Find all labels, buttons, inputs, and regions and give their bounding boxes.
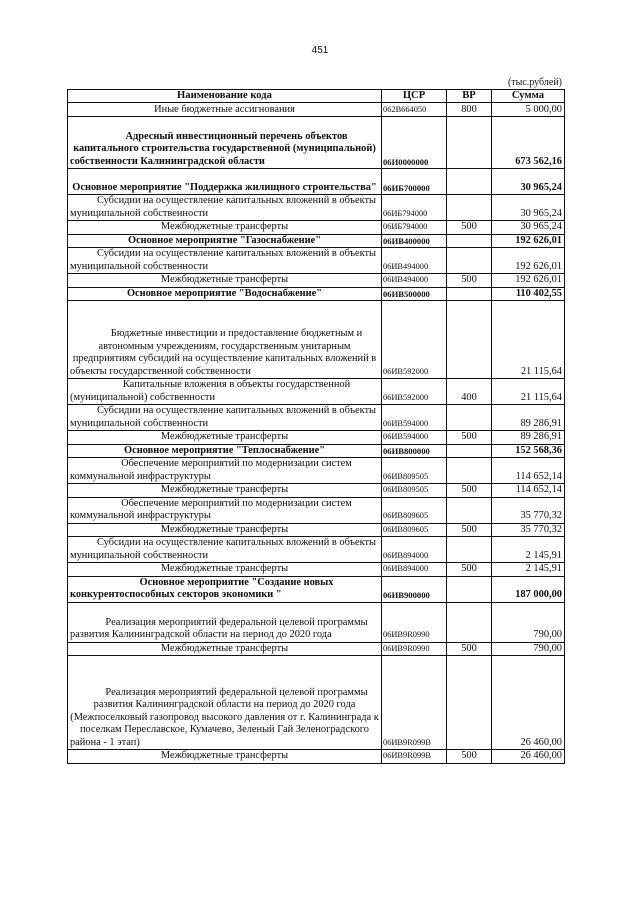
row-vr (447, 576, 492, 602)
row-name: Субсидии на осуществление капитальных вложений в объекты муниципальной собственности (68, 537, 382, 563)
row-sum: 26 460,00 (492, 750, 565, 764)
row-sum: 790,00 (492, 602, 565, 642)
row-csr: 06ИВ800000 (382, 444, 447, 458)
row-name: Субсидии на осуществление капитальных вложений в объекты муниципальной собственности (68, 405, 382, 431)
row-name: Основное мероприятие "Создание новых конкурентоспособных секторов экономики " (68, 576, 382, 602)
row-csr: 06ИБ794000 (382, 221, 447, 235)
row-name: Межбюджетные трансферты (68, 642, 382, 656)
header-csr: ЦСР (382, 90, 447, 103)
table-row (68, 458, 565, 484)
page-number: 451 (311, 45, 329, 56)
table-row (68, 523, 565, 537)
row-csr: 06И0000000 (382, 117, 447, 169)
table-row (68, 750, 565, 764)
row-sum: 26 460,00 (492, 656, 565, 750)
row-sum: 35 770,32 (492, 523, 565, 537)
row-sum: 2 145,91 (492, 537, 565, 563)
table-row (68, 234, 565, 248)
table-row (68, 274, 565, 288)
row-csr: 06ИВ809505 (382, 458, 447, 484)
table-row (68, 405, 565, 431)
header-vr: ВР (447, 90, 492, 103)
row-sum: 192 626,01 (492, 248, 565, 274)
table-row (68, 248, 565, 274)
row-name: Межбюджетные трансферты (68, 431, 382, 445)
row-vr: 500 (447, 221, 492, 235)
row-name: Основное мероприятие "Газоснабжение" (68, 234, 382, 248)
row-name: Субсидии на осуществление капитальных вложений в объекты муниципальной собственности (68, 195, 382, 221)
row-vr (447, 117, 492, 169)
table-row (68, 103, 565, 117)
table-row (68, 537, 565, 563)
row-csr: 06ИБ794000 (382, 195, 447, 221)
row-csr: 06ИВ594000 (382, 405, 447, 431)
table-row (68, 169, 565, 195)
row-name: Межбюджетные трансферты (68, 274, 382, 288)
row-name: Реализация мероприятий федеральной целевой программы развития Калининградской области на период до 2020 года (68, 602, 382, 642)
table-row (68, 656, 565, 750)
row-csr: 06ИВ494000 (382, 274, 447, 288)
table-row (68, 221, 565, 235)
row-vr (447, 287, 492, 301)
row-vr: 500 (447, 523, 492, 537)
row-sum: 5 000,00 (492, 103, 565, 117)
row-vr (447, 602, 492, 642)
row-sum: 35 770,32 (492, 497, 565, 523)
row-sum: 114 652,14 (492, 458, 565, 484)
row-sum: 110 402,55 (492, 287, 565, 301)
row-vr (447, 497, 492, 523)
row-csr: 06ИВ500000 (382, 287, 447, 301)
row-name: Межбюджетные трансферты (68, 523, 382, 537)
row-csr: 06ИВ9R099В (382, 656, 447, 750)
row-vr: 500 (447, 274, 492, 288)
row-vr: 500 (447, 563, 492, 577)
row-name: Основное мероприятие "Поддержка жилищного строительства" (68, 169, 382, 195)
table-row (68, 195, 565, 221)
table-row (68, 484, 565, 498)
row-name: Основное мероприятие "Теплоснабжение" (68, 444, 382, 458)
row-vr: 500 (447, 484, 492, 498)
table-row (68, 287, 565, 301)
row-sum: 89 286,91 (492, 431, 565, 445)
row-csr: 06ИВ894000 (382, 537, 447, 563)
row-vr (447, 405, 492, 431)
row-name: Межбюджетные трансферты (68, 221, 382, 235)
row-vr (447, 656, 492, 750)
table-row (68, 497, 565, 523)
row-name: Субсидии на осуществление капитальных вложений в объекты муниципальной собственности (68, 248, 382, 274)
budget-table (67, 89, 565, 764)
row-name: Капитальные вложения в объекты государственной (муниципальной) собственности (68, 379, 382, 405)
row-vr (447, 169, 492, 195)
table-header-row (68, 90, 565, 103)
row-sum: 21 115,64 (492, 301, 565, 379)
header-name: Наименование кода (68, 90, 382, 103)
row-name: Реализация мероприятий федеральной целевой программы развития Калининградской области на период до 2020 года (Межпоселковый газопровод высокого давления от г. Калининграда к поселкам Переславское, Кумачево, Зеленый Гай Зеленоградского района - 1 этап) (68, 656, 382, 750)
table-row (68, 117, 565, 169)
row-vr (447, 248, 492, 274)
units-label: (тыс.рублей) (507, 77, 562, 88)
row-sum: 152 568,36 (492, 444, 565, 458)
row-csr: 06ИВ592000 (382, 379, 447, 405)
row-vr: 500 (447, 750, 492, 764)
row-name: Бюджетные инвестиции и предоставление бюджетным и автономным учреждениям, государственным унитарным предприятиям субсидий на осуществление капитальных вложений в объекты государственной собственности (68, 301, 382, 379)
row-sum: 187 000,00 (492, 576, 565, 602)
row-name: Обеспечение мероприятий по модернизации систем коммунальной инфраструктуры (68, 497, 382, 523)
row-csr: 06ИВ809605 (382, 497, 447, 523)
row-sum: 30 965,24 (492, 169, 565, 195)
row-sum: 192 626,01 (492, 234, 565, 248)
header-sum: Сумма (492, 90, 565, 103)
row-vr: 500 (447, 431, 492, 445)
row-vr: 400 (447, 379, 492, 405)
table-row (68, 602, 565, 642)
row-name: Межбюджетные трансферты (68, 484, 382, 498)
row-sum: 2 145,91 (492, 563, 565, 577)
row-csr: 06ИВ594000 (382, 431, 447, 445)
row-name: Обеспечение мероприятий по модернизации систем коммунальной инфраструктуры (68, 458, 382, 484)
row-vr (447, 234, 492, 248)
row-vr (447, 301, 492, 379)
row-csr: 062В664050 (382, 103, 447, 117)
row-vr (447, 537, 492, 563)
row-name: Межбюджетные трансферты (68, 750, 382, 764)
row-vr: 500 (447, 642, 492, 656)
row-vr: 800 (447, 103, 492, 117)
row-name: Межбюджетные трансферты (68, 563, 382, 577)
row-sum: 673 562,16 (492, 117, 565, 169)
table-row (68, 431, 565, 445)
row-vr (447, 458, 492, 484)
row-csr: 06ИВ592000 (382, 301, 447, 379)
row-csr: 06ИБ700000 (382, 169, 447, 195)
row-csr: 06ИВ809505 (382, 484, 447, 498)
row-name: Адресный инвестиционный перечень объектов капитального строительства государственной (муниципальной) собственности Калининградской области (68, 117, 382, 169)
row-sum: 192 626,01 (492, 274, 565, 288)
row-name: Основное мероприятие "Водоснабжение" (68, 287, 382, 301)
row-sum: 30 965,24 (492, 195, 565, 221)
table-row (68, 642, 565, 656)
table-row (68, 576, 565, 602)
row-csr: 06ИВ9R0990 (382, 642, 447, 656)
row-csr: 06ИВ894000 (382, 563, 447, 577)
row-vr (447, 195, 492, 221)
row-csr: 06ИВ900000 (382, 576, 447, 602)
row-csr: 06ИВ9R099В (382, 750, 447, 764)
table-row (68, 379, 565, 405)
row-csr: 06ИВ9R0990 (382, 602, 447, 642)
row-sum: 30 965,24 (492, 221, 565, 235)
row-sum: 114 652,14 (492, 484, 565, 498)
table-body (68, 103, 565, 764)
row-sum: 89 286,91 (492, 405, 565, 431)
row-name: Иные бюджетные ассигнования (68, 103, 382, 117)
row-csr: 06ИВ400000 (382, 234, 447, 248)
row-csr: 06ИВ809605 (382, 523, 447, 537)
table-row (68, 563, 565, 577)
row-csr: 06ИВ494000 (382, 248, 447, 274)
row-vr (447, 444, 492, 458)
table-row (68, 301, 565, 379)
row-sum: 790,00 (492, 642, 565, 656)
table-row (68, 444, 565, 458)
row-sum: 21 115,64 (492, 379, 565, 405)
